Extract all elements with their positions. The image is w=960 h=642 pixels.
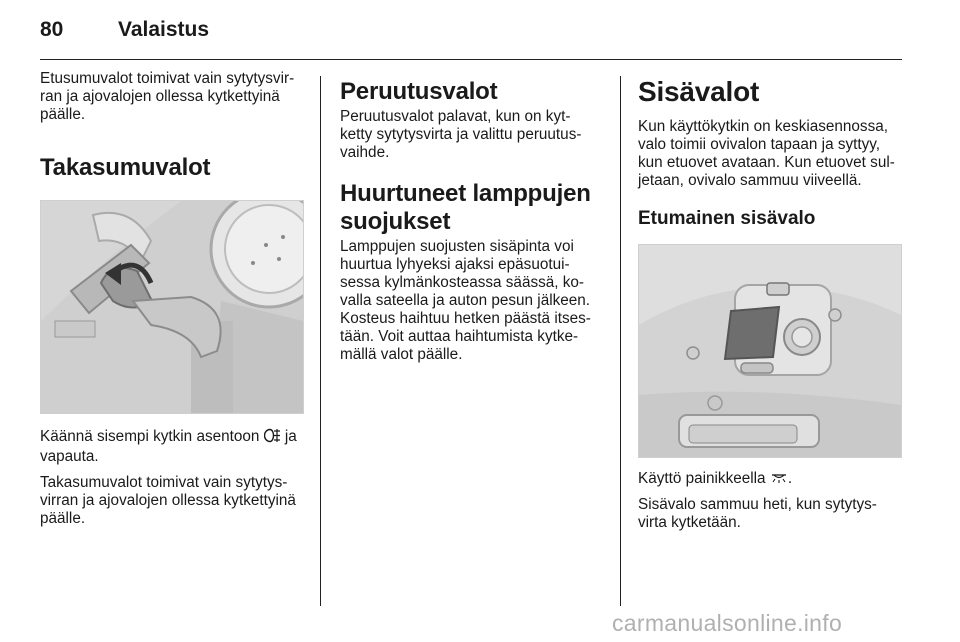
- figure-front-interior-light: [638, 244, 902, 458]
- fogged-covers-paragraph: Lamppujen suojusten sisäpinta voi huurtua lyhyeksi ajaksi epäsuotui- sessa kylmänkosteassa säässä, ko- valla sateella ja auton pesun jälkeen. Kosteus haihtuu hetken päästä itses- tään. Voit auttaa haihtumista kytke- mällä valot päälle.: [340, 238, 591, 363]
- watermark: carmanualsonline.info: [612, 610, 843, 636]
- column-divider-1: [320, 76, 321, 606]
- interior-caption: [638, 470, 902, 488]
- column-2: [340, 70, 606, 364]
- fog-switch-illustration: [41, 201, 303, 413]
- fog-caption: [40, 428, 302, 466]
- figure-fog-light-switch: [40, 200, 304, 414]
- intro-paragraph: Etusumuvalot toimivat vain sytytysvir- ran ja ajovalojen ollessa kytkettyinä päälle.: [40, 70, 295, 123]
- column-3: [638, 70, 902, 532]
- fog-caption-suffix: ja vapauta.: [40, 428, 297, 465]
- column-1: [40, 70, 302, 528]
- interior-light-icon: [770, 470, 788, 488]
- interior-caption-suffix: .: [787, 470, 793, 487]
- fog-caption-prefix: Käännä sisempi kytkin asentoon: [40, 428, 260, 445]
- fog-note: Takasumuvalot toimivat vain sytytys- virran ja ajovalojen ollessa kytkettyinä päälle.: [40, 474, 296, 527]
- interior-off-paragraph: Sisävalo sammuu heti, kun sytytys- virta kytketään.: [638, 496, 877, 531]
- heading-fogged-covers-line2: suojukset: [340, 208, 451, 235]
- heading-front-interior-light: Etumainen sisävalo: [638, 208, 816, 229]
- reversing-lights-paragraph: Peruutusvalot palavat, kun on kyt- ketty sytytysvirta ja valittu peruutus- vaihde.: [340, 108, 582, 161]
- interior-light-illustration: [639, 245, 901, 457]
- heading-fogged-covers: [340, 180, 606, 236]
- interior-lights-paragraph: Kun käyttökytkin on keskiasennossa, valo toimii ovivalon tapaan ja syttyy, kun etuovet avataan. Kun etuovet sul- jetaan, ovivalo sammuu viiveellä.: [638, 118, 895, 189]
- heading-peruutusvalot: Peruutusvalot: [340, 78, 498, 105]
- rear-fog-light-icon: [264, 428, 281, 448]
- interior-caption-prefix: Käyttö painikkeella: [638, 470, 766, 487]
- heading-takasumuvalot: Takasumuvalot: [40, 154, 211, 181]
- column-divider-2: [620, 76, 621, 606]
- header-rule: [40, 59, 902, 60]
- heading-fogged-covers-line1: Huurtuneet lamppujen: [340, 180, 591, 207]
- section-title: Valaistus: [118, 18, 210, 41]
- heading-sisavalot: Sisävalot: [638, 76, 760, 107]
- page-number: 80: [40, 18, 64, 41]
